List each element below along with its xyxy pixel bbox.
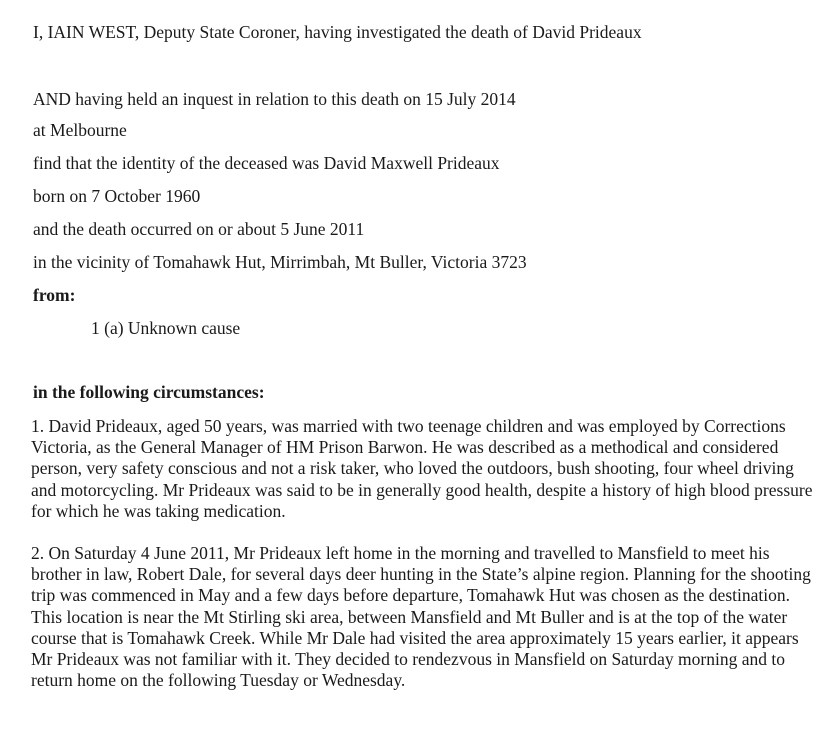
- cause-line: 1 (a) Unknown cause: [91, 318, 241, 338]
- coroner-statement: I, IAIN WEST, Deputy State Coroner, having investigated the death of David Prideaux: [33, 22, 642, 42]
- vicinity-line: in the vicinity of Tomahawk Hut, Mirrimbah, Mt Buller, Victoria 3723: [33, 252, 527, 272]
- paragraph-2: 2. On Saturday 4 June 2011, Mr Prideaux left home in the morning and travelled to Mansfield to meet his brother in law, Robert Dale, for several days deer hunting in the State’s alpine region. Planning for the shooting trip was commenced in May and a few days before departure, Tomahawk Hut was chosen as the destination. This location is near the Mt Stirling ski area, between Mansfield and Mt Buller and is at the top of the water course that is Tomahawk Creek. While Mr Dale had visited the area approximately 15 years earlier, it appears Mr Prideaux was not familiar with it. They decided to rendezvous in Mansfield on Saturday morning and to return home on the following Tuesday or Wednesday.: [31, 543, 811, 691]
- identity-line: find that the identity of the deceased was David Maxwell Prideaux: [33, 153, 500, 173]
- inquest-line: AND having held an inquest in relation to this death on 15 July 2014: [33, 89, 516, 109]
- circumstances-heading: in the following circumstances:: [33, 382, 265, 402]
- death-date-line: and the death occurred on or about 5 June 2011: [33, 219, 365, 239]
- born-line: born on 7 October 1960: [33, 186, 201, 206]
- location-line: at Melbourne: [33, 120, 127, 140]
- from-label: from:: [33, 285, 76, 305]
- paragraph-1: 1. David Prideaux, aged 50 years, was married with two teenage children and was employed by Corrections Victoria, as the General Manager of HM Prison Barwon. He was described as a methodical and considered person, very safety conscious and not a risk taker, who loved the outdoors, bush shooting, four wheel driving and motorcycling. Mr Prideaux was said to be in generally good health, despite a history of high blood pressure for which he was taking medication.: [31, 416, 813, 521]
